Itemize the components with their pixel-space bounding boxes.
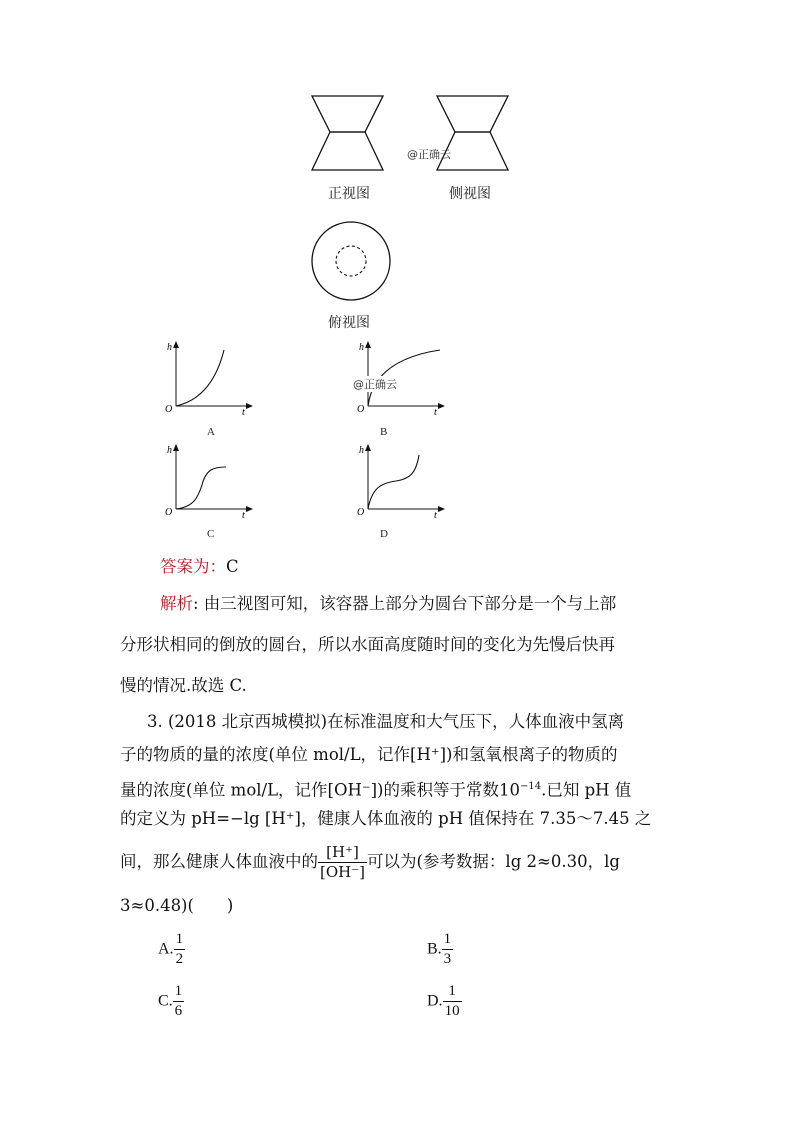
origin-label: O <box>357 404 365 415</box>
option-c[interactable]: C. $\frac{1}{6}$ <box>158 983 183 1019</box>
origin-label: O <box>165 507 173 518</box>
analysis-line-1: 解析: 由三视图可知，该容器上部分为圆台下部分是一个与上部 <box>160 594 617 613</box>
question-line-3: 量的浓度(单位 mol/L，记作[OH⁻])的乘积等于常数$10^{-14}$.已知 pH 值 <box>120 780 632 800</box>
answer-line <box>160 551 239 583</box>
top-view-label: 俯视图 <box>328 315 370 331</box>
axis-t-label: t <box>242 510 245 521</box>
origin-label: O <box>357 507 365 518</box>
analysis-line-3: 慢的情况.故选 C. <box>120 676 247 695</box>
option-b[interactable]: B. $\frac{1}{3}$ <box>427 931 452 967</box>
axis-t-label: t <box>434 510 437 521</box>
axis-t-label: t <box>434 407 437 418</box>
h-oh-fraction: $\frac{[H^+]}{[OH^-]}$ <box>320 843 365 881</box>
option-d[interactable]: D. $\frac{1}{10}$ <box>427 983 460 1019</box>
answer-label: 答案为： <box>160 557 226 576</box>
question-line-5: 间，那么健康人体血液中的 $\frac{[H^+]}{[OH^-]}$ 可以为(参考数据：lg 2≈0.30，lg <box>120 843 620 881</box>
graph-a-label: A <box>207 426 215 438</box>
top-view-figure <box>306 216 396 306</box>
answer-value: C <box>226 557 239 576</box>
graph-d-label: D <box>380 528 388 540</box>
question-line-2: 子的物质的量的浓度(单位 mol/L，记作[H⁺])和氢氧根离子的物质的 <box>120 745 618 764</box>
front-view-figure <box>305 92 390 174</box>
graph-a <box>160 338 255 418</box>
axis-h-label: h <box>167 342 172 353</box>
axis-h-label: h <box>167 445 172 456</box>
graph-c <box>160 441 255 521</box>
axis-h-label: h <box>359 342 364 353</box>
graph-c-label: C <box>207 528 215 540</box>
analysis-line-2: 分形状相同的倒放的圆台，所以水面高度随时间的变化为先慢后快再 <box>120 635 615 654</box>
watermark: @正确云 <box>407 148 451 161</box>
front-view-label: 正视图 <box>328 186 370 202</box>
analysis-label: 解析 <box>160 594 193 613</box>
origin-label: O <box>165 404 173 415</box>
question-line-4: 的定义为 pH=−lg [H⁺]，健康人体血液的 pH 值保持在 7.35～7.45 之 <box>120 809 652 828</box>
watermark-2: @正确云 <box>353 378 397 391</box>
axis-t-label: t <box>242 407 245 418</box>
option-a[interactable]: A. $\frac{1}{2}$ <box>158 931 184 967</box>
question-line-1: 3. (2018 北京西城模拟)在标准温度和大气压下，人体血液中氢离 <box>147 712 625 731</box>
graph-d <box>352 441 447 521</box>
side-view-label: 侧视图 <box>449 186 491 202</box>
axis-h-label: h <box>359 445 364 456</box>
question-line-6: 3≈0.48)( ) <box>120 896 234 915</box>
graph-b-label: B <box>380 426 388 438</box>
